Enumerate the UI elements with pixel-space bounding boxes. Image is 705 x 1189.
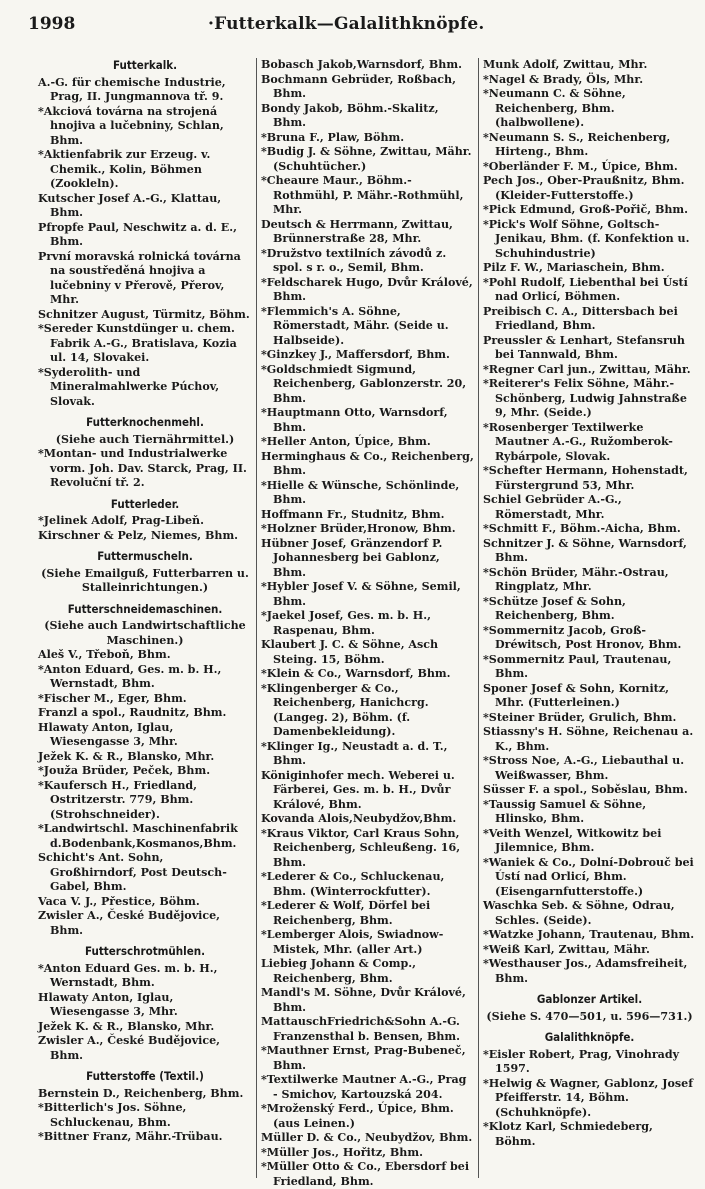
directory-entry: *Klingenberger & Co., Reichenberg, Hanichcrg. (Langeg. 2), Böhm. (f. Damenbekleidung).	[261, 681, 429, 738]
directory-entry: *Goldschmiedt Sigmund, Reichenberg, Gablonzerstr. 20, Bhm.	[261, 362, 467, 405]
directory-entry: *Akciová továrna na strojená hnojiva a lučebniny, Schlan, Bhm.	[38, 104, 224, 147]
directory-entry: *Watzke Johann, Trautenau, Bhm.	[483, 928, 695, 941]
directory-entry: Zwisler A., České Budějovice, Bhm.	[38, 909, 221, 937]
directory-entry: *Eisler Robert, Prag, Vinohrady 1597.	[483, 1047, 680, 1075]
directory-entry: Aleš V., Třeboň, Bhm.	[38, 648, 171, 661]
directory-entry: Hlawaty Anton, Iglau, Wiesengasse 3, Mhr.	[38, 990, 178, 1018]
directory-entry: Zwisler A., České Budějovice, Bhm.	[38, 1034, 221, 1062]
directory-entry: *Bitterlich's Jos. Söhne, Schluckenau, Bhm.	[38, 1101, 187, 1129]
directory-entry: Pfropfe Paul, Neschwitz a. d. E., Bhm.	[38, 220, 237, 248]
directory-entry: *Bruna F., Plaw, Böhm.	[261, 130, 405, 144]
directory-entry: *Schmitt F., Böhm.-Aicha, Bhm.	[483, 522, 681, 535]
directory-entry: Munk Adolf, Zwittau, Mhr.	[483, 58, 648, 71]
directory-entry: Süsser F. a spol., Soběslau, Bhm.	[483, 783, 688, 796]
directory-entry: *Anton Eduard Ges. m. b. H., Wernstadt, Bhm.	[38, 961, 218, 989]
directory-entry: *Cheaure Maur., Böhm.-Rothmühl, P. Mähr.-Rothmühl, Mhr.	[261, 174, 464, 216]
column-3	[478, 58, 700, 1178]
directory-entry: Hlawaty Anton, Iglau, Wiesengasse 3, Mhr.	[38, 720, 178, 748]
directory-entry: *Steiner Brüder, Grulich, Bhm.	[483, 710, 677, 724]
directory-entry: Hübner Josef, Gränzendorf P. Johannesberg bei Gablonz, Bhm.	[261, 536, 443, 579]
directory-entry: *Lemberger Alois, Swiadnow-Mistek, Mhr. (aller Art.)	[261, 928, 444, 956]
directory-entry: Bochmann Gebrüder, Roßbach, Bhm.	[261, 72, 456, 100]
directory-entry: Müller D. & Co., Neubydžov, Bhm.	[261, 1131, 473, 1144]
directory-entry: Preussler & Lenhart, Stefansruh bei Tannwald, Bhm.	[483, 333, 685, 361]
directory-entry: *Montan- und Industrialwerke vorm. Joh. Dav. Starck, Prag, II. Revoluční tř. 2.	[38, 447, 247, 489]
directory-entry: Vaca V. J., Přestice, Böhm.	[38, 894, 200, 908]
directory-entry: *Sereder Kunstdünger u. chem. Fabrik A.-G., Bratislava, Kozia ul. 14, Slovakei.	[38, 322, 237, 364]
directory-entry: *Hybler Josef V. & Söhne, Semil, Bhm.	[261, 580, 461, 608]
see-also-note: (Siehe auch Landwirtschaftliche Maschinen.)	[44, 619, 246, 647]
directory-entry: *Družstvo textilních závodů z. spol. s r. o., Semil, Bhm.	[261, 246, 447, 274]
directory-entry: *Jouža Brüder, Peček, Bhm.	[38, 764, 211, 777]
directory-entry: *Waniek & Co., Dolní-Dobrouč bei Ústí nad Orlicí, Bhm. (Eisengarnfutterstoffe.)	[483, 855, 694, 898]
directory-entry: *Sommernitz Jacob, Groß-Dréwitsch, Post Hronov, Bhm.	[483, 623, 682, 651]
section-heading: Futterstoffe (Textil.)	[86, 1069, 204, 1083]
directory-entry: Pilz F. W., Mariaschein, Bhm.	[483, 261, 665, 274]
section-heading: Futterschrotmühlen.	[84, 944, 206, 958]
directory-entry: Klaubert J. C. & Söhne, Asch Steing. 15, Böhm.	[261, 638, 439, 666]
running-title: ·Futterkalk—Galalithknöpfe.	[208, 14, 485, 34]
directory-entry: Schnitzer J. & Söhne, Warnsdorf, Bhm.	[483, 536, 687, 564]
directory-entry: MattauschFriedrich&Sohn A.-G. Franzensthal b. Bensen, Bhm.	[261, 1015, 461, 1043]
directory-entry: *Fischer M., Eger, Bhm.	[38, 691, 187, 705]
page-header	[28, 14, 677, 40]
directory-entry: *Mroženský Ferd., Úpice, Bhm. (aus Leinen.)	[261, 1102, 454, 1130]
directory-entry: *Heller Anton, Úpice, Bhm.	[261, 435, 431, 448]
section-heading: Futterleder.	[110, 496, 180, 511]
section-heading: Futterkalk.	[112, 58, 178, 72]
directory-entry: Bondy Jakob, Böhm.-Skalitz, Bhm.	[261, 101, 439, 129]
section-heading: Futterschneidemaschinen.	[67, 601, 223, 616]
directory-entry: *Helwig & Wagner, Gablonz, Josef Pfeifferstr. 14, Böhm. (Schuhknöpfe).	[483, 1076, 693, 1119]
directory-entry: Bernstein D., Reichenberg, Bhm.	[38, 1086, 244, 1100]
directory-entry: *Oberländer F. M., Úpice, Bhm.	[483, 159, 678, 173]
directory-entry: A.-G. für chemische Industrie, Prag, II. Jungmannova tř. 9.	[38, 75, 226, 103]
directory-entry: Herminghaus & Co., Reichenberg, Bhm.	[261, 449, 474, 477]
directory-entry: Mandl's M. Söhne, Dvůr Králové, Bhm.	[261, 986, 466, 1014]
column-2	[256, 58, 478, 1188]
directory-entry: Schicht's Ant. Sohn, Großhirndorf, Post Deutsch-Gabel, Bhm.	[38, 851, 227, 893]
directory-entry: První moravská rolnická továrna na soustředěná hnojiva a lučebniny v Přerově, Přerov, Mhr.	[38, 249, 241, 306]
directory-entry: *Ginzkey J., Maffersdorf, Bhm.	[261, 348, 450, 361]
directory-entry: Kovanda Alois,Neubydžov,Bhm.	[261, 812, 457, 825]
directory-entry: *Pick Edmund, Groß-Pořič, Bhm.	[483, 203, 689, 216]
directory-entry: *Veith Wenzel, Witkowitz bei Jilemnice, Bhm.	[483, 826, 662, 854]
column-1	[34, 58, 256, 1178]
directory-entry: *Klinger Ig., Neustadt a. d. T., Bhm.	[261, 739, 448, 767]
directory-entry: *Holzner Brüder,Hronow, Bhm.	[261, 522, 456, 535]
directory-entry: Liebieg Johann & Comp., Reichenberg, Bhm.	[261, 957, 416, 985]
directory-entry: *Rosenberger Textilwerke Mautner A.-G., Ružomberok-Rybárpole, Slovak.	[483, 420, 673, 463]
directory-entry: *Textilwerke Mautner A.-G., Prag - Smichov, Kartouzská 204.	[261, 1073, 467, 1101]
directory-entry: *Reiterer's Felix Söhne, Mähr.-Schönberg, Ludwig Jahnstraße 9, Mhr. (Seide.)	[483, 377, 687, 419]
directory-entry: Schiel Gebrüder A.-G., Römerstadt, Mhr.	[483, 493, 622, 521]
columns	[34, 58, 700, 1188]
directory-entry: Schnitzer August, Türmitz, Böhm.	[38, 307, 250, 321]
directory-entry: Bobasch Jakob,Warnsdorf, Bhm.	[261, 58, 462, 71]
directory-entry: *Lederer & Co., Schluckenau, Bhm. (Winterrockfutter).	[261, 870, 445, 898]
directory-entry: Kirschner & Pelz, Niemes, Bhm.	[38, 528, 239, 542]
directory-entry: *Klotz Karl, Schmiedeberg, Böhm.	[483, 1120, 653, 1148]
directory-entry: *Schön Brüder, Mähr.-Ostrau, Ringplatz, Mhr.	[483, 565, 669, 593]
directory-entry: *Weiß Karl, Zwittau, Mähr.	[483, 942, 650, 956]
directory-entry: *Syderolith- und Mineralmahlwerke Púchov, Slovak.	[38, 365, 220, 408]
directory-entry: Sponer Josef & Sohn, Kornitz, Mhr. (Futterleinen.)	[483, 681, 669, 709]
directory-entry: *Taussig Samuel & Söhne, Hlinsko, Bhm.	[483, 797, 647, 825]
directory-entry: *Hauptmann Otto, Warnsdorf, Bhm.	[261, 406, 448, 434]
directory-entry: *Jaekel Josef, Ges. m. b. H., Raspenau, Bhm.	[261, 609, 431, 637]
directory-entry: *Landwirtschl. Maschinenfabrik d.Bodenbank,Kosmanos,Bhm.	[38, 822, 238, 850]
directory-entry: *Schefter Hermann, Hohenstadt, Fürstergrund 53, Mhr.	[483, 464, 688, 492]
directory-entry: Preibisch C. A., Dittersbach bei Friedland, Bhm.	[483, 304, 678, 332]
directory-entry: Waschka Seb. & Söhne, Odrau, Schles. (Seide).	[483, 899, 675, 927]
directory-entry: Kutscher Josef A.-G., Klattau, Bhm.	[38, 191, 222, 219]
directory-entry: *Klein & Co., Warnsdorf, Bhm.	[261, 667, 451, 680]
page-number: 1998	[28, 14, 76, 34]
directory-entry: *Bittner Franz, Mähr.-Trübau.	[38, 1130, 223, 1143]
directory-entry: *Müller Jos., Hořitz, Bhm.	[261, 1145, 423, 1159]
directory-entry: *Regner Carl jun., Zwittau, Mähr.	[483, 362, 691, 376]
directory-entry: *Stross Noe, A.-G., Liebauthal u. Weißwasser, Bhm.	[483, 754, 685, 782]
section-heading: Galalithknöpfe.	[544, 1030, 635, 1044]
directory-entry: *Sommernitz Paul, Trautenau, Bhm.	[483, 652, 672, 680]
directory-entry: *Pick's Wolf Söhne, Goltsch-Jenikau, Bhm. (f. Konfektion u. Schuhindustrie)	[483, 217, 690, 260]
directory-entry: *Anton Eduard, Ges. m. b. H., Wernstadt, Bhm.	[38, 662, 222, 690]
directory-entry: *Neumann S. S., Reichenberg, Hirteng., Bhm.	[483, 130, 671, 158]
directory-entry: Königinhofer mech. Weberei u. Färberei, Ges. m. b. H., Dvůr Králové, Bhm.	[261, 768, 455, 811]
directory-entry: *Lederer & Wolf, Dörfel bei Reichenberg, Bhm.	[261, 899, 431, 927]
directory-entry: *Westhauser Jos., Adamsfreiheit, Bhm.	[483, 957, 688, 985]
see-also-note: (Siehe Emailguß, Futterbarren u. Stalleinrichtungen.)	[41, 566, 249, 594]
see-also-note: (Siehe auch Tiernährmittel.)	[55, 432, 235, 446]
directory-entry: Ježek K. & R., Blansko, Mhr.	[38, 1019, 215, 1033]
directory-entry: Pech Jos., Ober-Praußnitz, Bhm. (Kleider-Futterstoffe.)	[483, 174, 685, 202]
directory-entry: *Aktienfabrik zur Erzeug. v. Chemik., Kolin, Böhmen (Zookleln).	[38, 148, 211, 190]
directory-entry: Deutsch & Herrmann, Zwittau, Brünnerstraße 28, Mhr.	[261, 217, 453, 245]
directory-entry: *Jelinek Adolf, Prag-Libeň.	[38, 514, 204, 527]
directory-entry: *Schütze Josef & Sohn, Reichenberg, Bhm.	[483, 594, 626, 622]
directory-entry: Stiassny's H. Söhne, Reichenau a. K., Bhm.	[483, 725, 694, 753]
directory-entry: *Müller Otto & Co., Ebersdorf bei Friedland, Bhm.	[261, 1160, 470, 1188]
directory-entry: *Neumann C. & Söhne, Reichenberg, Bhm. (halbwollene).	[483, 87, 626, 129]
directory-entry: Ježek K. & R., Blansko, Mhr.	[38, 749, 215, 763]
directory-entry: Hoffmann Fr., Studnitz, Bhm.	[261, 507, 445, 521]
directory-entry: *Kraus Viktor, Carl Kraus Sohn, Reichenberg, Schleußeng. 16, Bhm.	[261, 826, 461, 869]
see-also-note: (Siehe S. 470—501, u. 596—731.)	[486, 1009, 693, 1023]
directory-entry: *Nagel & Brady, Öls, Mhr.	[483, 72, 644, 86]
section-heading: Futterknochenmehl.	[86, 415, 204, 429]
directory-entry: *Budig J. & Söhne, Zwittau, Mähr. (Schuhtücher.)	[261, 145, 472, 173]
directory-entry: *Flemmich's A. Söhne, Römerstadt, Mähr. (Seide u. Halbseide).	[261, 304, 449, 347]
directory-entry: *Kaufersch H., Friedland, Ostritzerstr. 779, Bhm. (Strohschneider).	[38, 778, 198, 821]
directory-entry: Franzl a spol., Raudnitz, Bhm.	[38, 706, 227, 719]
section-heading: Futtermuscheln.	[97, 549, 193, 563]
directory-entry: *Mauthner Ernst, Prag-Bubeneč, Bhm.	[261, 1044, 466, 1072]
section-heading: Gablonzer Artikel.	[536, 992, 643, 1006]
directory-entry: *Feldscharek Hugo, Dvůr Králové, Bhm.	[261, 275, 473, 303]
directory-entry: *Hielle & Wünsche, Schönlinde, Bhm.	[261, 478, 460, 506]
directory-entry: *Pohl Rudolf, Liebenthal bei Ústí nad Orlicí, Böhmen.	[483, 275, 688, 303]
